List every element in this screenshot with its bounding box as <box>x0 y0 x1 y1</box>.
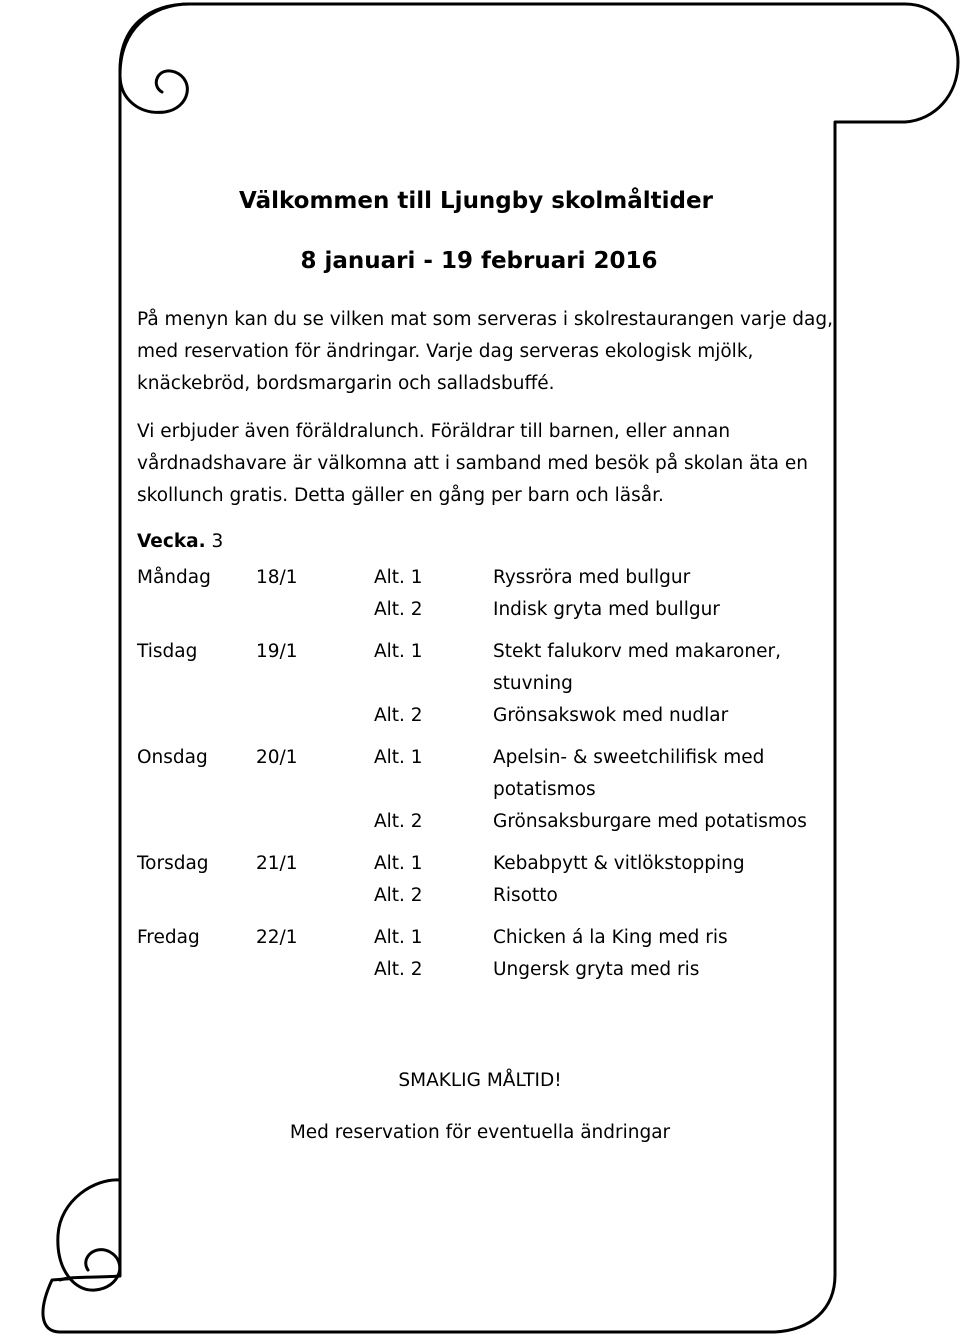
day-name: Måndag <box>137 567 211 588</box>
alt-label: Alt. 2 <box>374 885 423 906</box>
alt-label: Alt. 2 <box>374 959 423 980</box>
dish: Apelsin- & sweetchilifisk med <box>493 747 765 768</box>
day-date: 21/1 <box>256 853 298 874</box>
week-label: Vecka. <box>137 531 206 552</box>
alt-label: Alt. 1 <box>374 567 423 588</box>
footer-note: Med reservation för eventuella ändringar <box>289 1122 671 1143</box>
parent-line: Vi erbjuder även föräldralunch. Föräldrar till barnen, eller annan <box>137 421 731 442</box>
day-name: Fredag <box>137 927 200 948</box>
day-name: Onsdag <box>137 747 208 768</box>
dish: Grönsaksburgare med potatismos <box>493 811 807 832</box>
intro-line: På menyn kan du se vilken mat som serveras i skolrestaurangen varje dag, <box>137 309 833 330</box>
day-date: 22/1 <box>256 927 298 948</box>
dish: potatismos <box>493 779 596 800</box>
day-date: 20/1 <box>256 747 298 768</box>
menu-period: 8 januari - 19 februari 2016 <box>300 248 658 274</box>
dish: Ungersk gryta med ris <box>493 959 700 980</box>
dish: Risotto <box>493 885 558 906</box>
alt-label: Alt. 1 <box>374 927 423 948</box>
intro-line: knäckebröd, bordsmargarin och salladsbuffé. <box>137 373 555 394</box>
alt-label: Alt. 1 <box>374 747 423 768</box>
week-heading <box>137 531 223 552</box>
dish: Kebabpytt & vitlökstopping <box>493 853 745 874</box>
dish: Chicken á la King med ris <box>493 927 728 948</box>
week-number: 3 <box>211 531 224 552</box>
alt-label: Alt. 1 <box>374 641 423 662</box>
footer-greeting: SMAKLIG MÅLTID! <box>398 1070 562 1091</box>
alt-label: Alt. 2 <box>374 811 423 832</box>
parent-line: skollunch gratis. Detta gäller en gång per barn och läsår. <box>137 485 664 506</box>
intro-paragraph <box>137 304 857 400</box>
alt-label: Alt. 2 <box>374 705 423 726</box>
day-date: 18/1 <box>256 567 298 588</box>
dish: Grönsakswok med nudlar <box>493 705 729 726</box>
alt-label: Alt. 2 <box>374 599 423 620</box>
dish: stuvning <box>493 673 573 694</box>
parent-lunch-paragraph <box>137 416 857 512</box>
dish: Ryssröra med bullgur <box>493 567 691 588</box>
day-name: Torsdag <box>137 853 209 874</box>
dish: Stekt falukorv med makaroner, <box>493 641 781 662</box>
alt-label: Alt. 1 <box>374 853 423 874</box>
day-date: 19/1 <box>256 641 298 662</box>
dish: Indisk gryta med bullgur <box>493 599 720 620</box>
parent-line: vårdnadshavare är välkomna att i samband med besök på skolan äta en <box>137 453 808 474</box>
intro-line: med reservation för ändringar. Varje dag serveras ekologisk mjölk, <box>137 341 754 362</box>
page-title: Välkommen till Ljungby skolmåltider <box>239 188 713 214</box>
day-name: Tisdag <box>137 641 198 662</box>
